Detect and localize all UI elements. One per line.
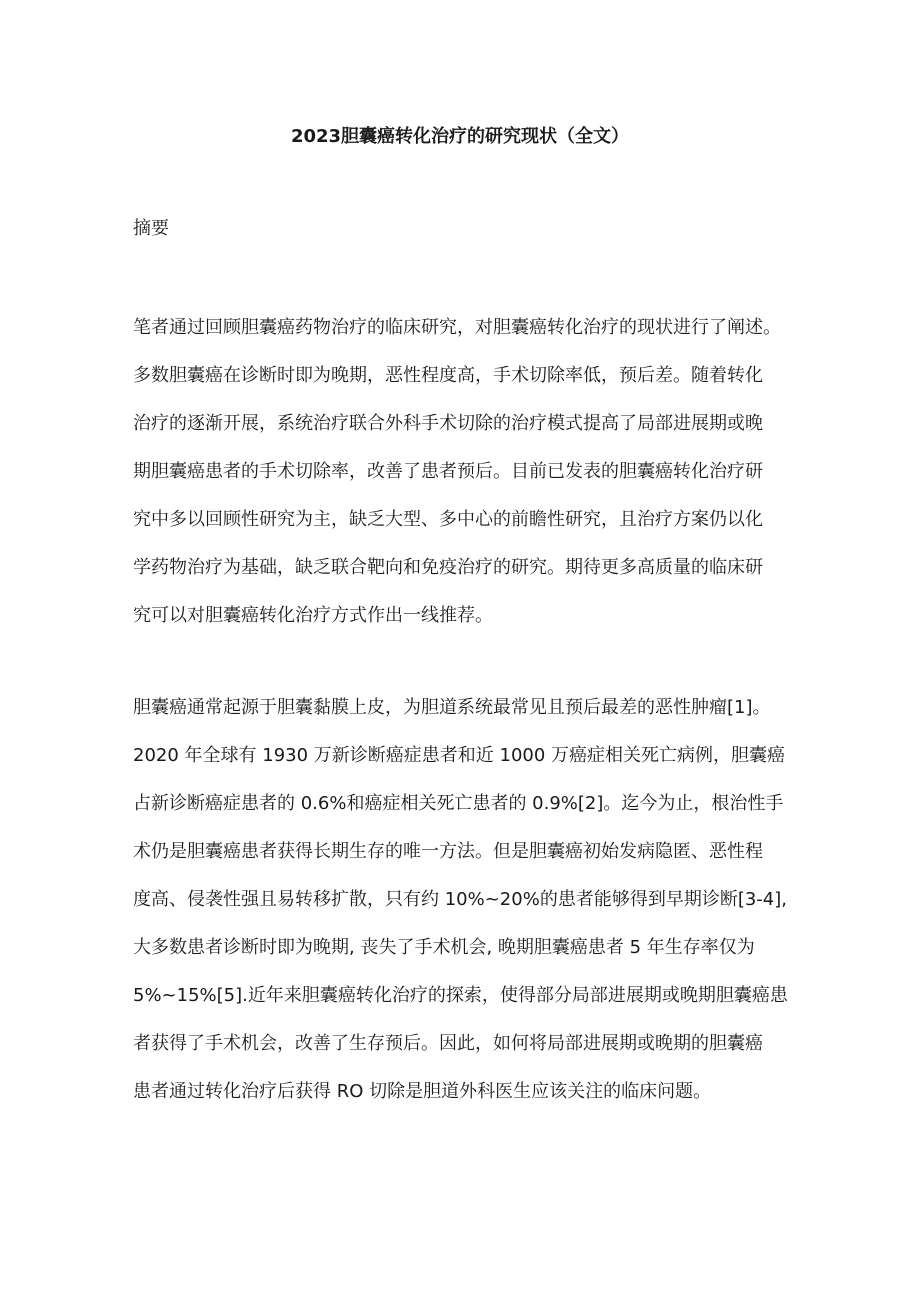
paragraph-line: 度高、侵袭性强且易转移扩散，只有约 10%~20%的患者能够得到早期诊断[3-4], <box>133 889 787 910</box>
paragraph-line: 者获得了手术机会，改善了生存预后。因此，如何将局部进展期或晚期的胆囊癌 <box>133 1033 763 1054</box>
paragraph-line: 笔者通过回顾胆囊癌药物治疗的临床研究，对胆囊癌转化治疗的现状进行了阐述。 <box>133 317 781 338</box>
paragraph-line: 治疗的逐渐开展，系统治疗联合外科手术切除的治疗模式提高了局部进展期或晚 <box>133 413 763 434</box>
paragraph-line: 期胆囊癌患者的手术切除率，改善了患者预后。目前已发表的胆囊癌转化治疗研 <box>133 461 763 482</box>
abstract-heading: 摘要 <box>133 218 169 239</box>
paragraph-line: 大多数患者诊断时即为晚期, 丧失了手术机会, 晚期胆囊癌患者 5 年生存率仅为 <box>133 937 755 958</box>
paragraph-line: 究可以对胆囊癌转化治疗方式作出一线推荐。 <box>133 605 493 626</box>
paragraph-line: 胆囊癌通常起源于胆囊黏膜上皮，为胆道系统最常见且预后最差的恶性肿瘤[1]。 <box>133 697 771 718</box>
paragraph-line: 学药物治疗为基础，缺乏联合靶向和免疫治疗的研究。期待更多高质量的临床研 <box>133 557 763 578</box>
paragraph-line: 究中多以回顾性研究为主，缺乏大型、多中心的前瞻性研究，且治疗方案仍以化 <box>133 509 763 530</box>
paragraph-line: 5%~15%[5].近年来胆囊癌转化治疗的探索，使得部分局部进展期或晚期胆囊癌患 <box>133 985 788 1006</box>
paragraph-line: 术仍是胆囊癌患者获得长期生存的唯一方法。但是胆囊癌初始发病隐匿、恶性程 <box>133 841 763 862</box>
paragraph-line: 2020 年全球有 1930 万新诊断癌症患者和近 1000 万癌症相关死亡病例，胆囊癌 <box>133 745 786 766</box>
body-paragraph <box>133 684 798 1116</box>
paragraph-line: 占新诊断癌症患者的 0.6%和癌症相关死亡患者的 0.9%[2]。迄今为止，根治性手 <box>133 793 784 814</box>
paragraph-line: 患者通过转化治疗后获得 RO 切除是胆道外科医生应该关注的临床问题。 <box>133 1081 712 1102</box>
paragraph-line: 多数胆囊癌在诊断时即为晚期，恶性程度高，手术切除率低，预后差。随着转化 <box>133 365 763 386</box>
document-title: 2023胆囊癌转化治疗的研究现状（全文） <box>290 126 630 147</box>
abstract-paragraph <box>133 304 798 640</box>
